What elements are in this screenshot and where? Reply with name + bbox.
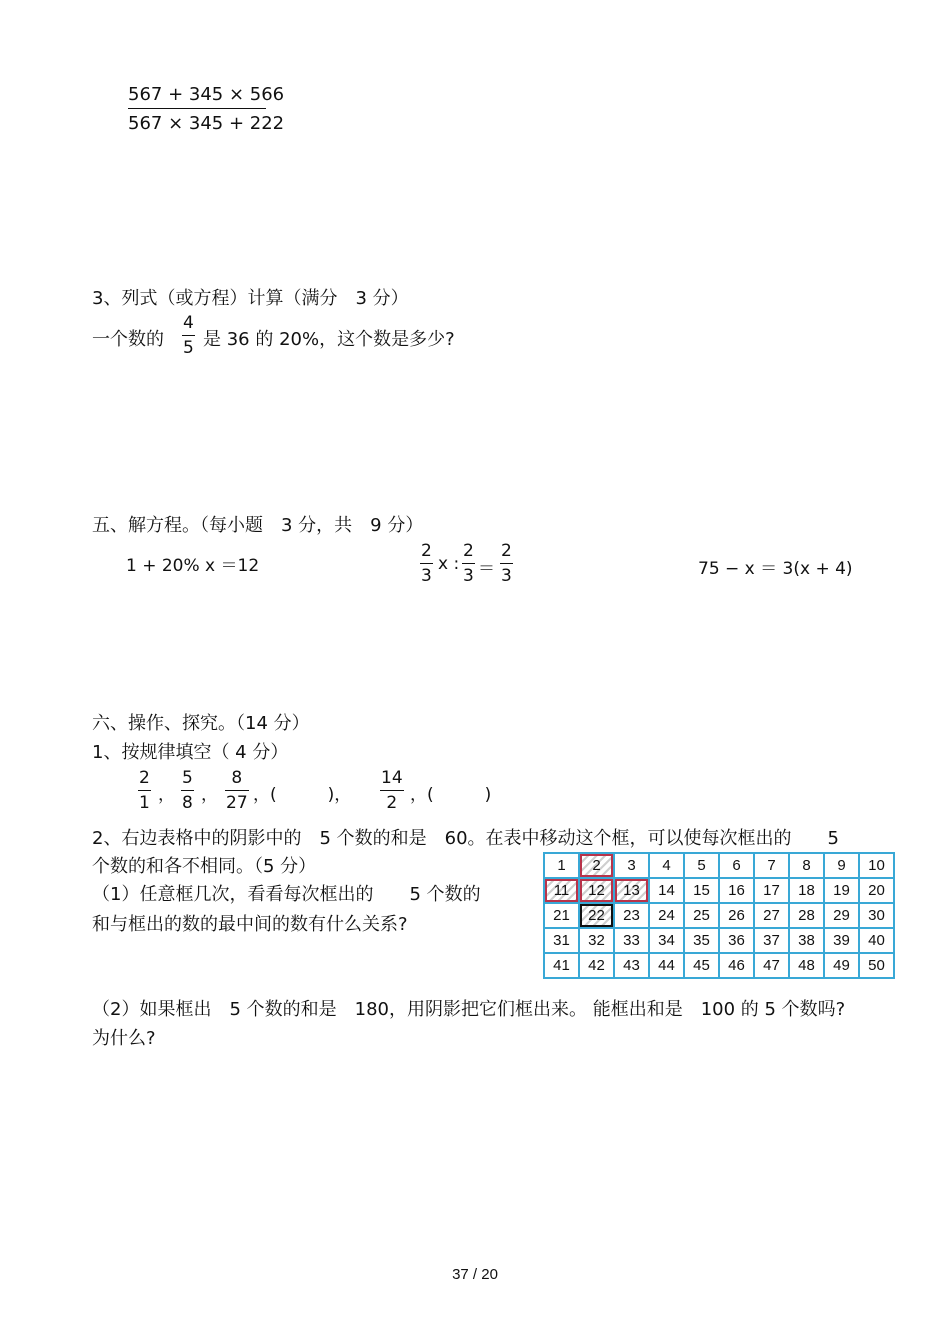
grid-cell-12: 12 — [579, 878, 614, 903]
section-6-title: 六、操作、探究。（14 分） — [92, 713, 310, 734]
number-grid — [543, 852, 895, 979]
grid-cell-9: 9 — [824, 853, 859, 878]
grid-cell-46: 46 — [719, 953, 754, 978]
fraction-denominator: 2 — [386, 793, 398, 813]
fraction-bar — [138, 790, 151, 791]
grid-cell-29: 29 — [824, 903, 859, 928]
fraction-bar — [128, 108, 266, 109]
grid-cell-24: 24 — [649, 903, 684, 928]
sequence-fraction-2 — [181, 768, 194, 813]
grid-cell-45: 45 — [684, 953, 719, 978]
grid-cell-32: 32 — [579, 928, 614, 953]
question-1-title: 1、按规律填空（ 4 分） — [92, 742, 289, 763]
fraction-numerator: 8 — [231, 768, 243, 788]
grid-row — [544, 928, 894, 953]
grid-cell-44: 44 — [649, 953, 684, 978]
question-2-sub-2-line-2: 为什么? — [92, 1028, 156, 1049]
separator-comma: ， — [201, 785, 218, 805]
fraction-denominator: 1 — [139, 793, 150, 813]
grid-row — [544, 953, 894, 978]
grid-cell-36: 36 — [719, 928, 754, 953]
grid-cell-41: 41 — [544, 953, 579, 978]
question-2-line-2: 个数的和各不相同。（5 分） — [92, 856, 317, 877]
eq2-fraction-2 — [462, 541, 475, 586]
blank-1: ，( )， — [253, 785, 352, 805]
blank-2: ，( ) — [410, 785, 492, 805]
fraction-bar — [420, 563, 433, 564]
eq2-middle: x : — [438, 554, 460, 574]
grid-cell-22: 22 — [579, 903, 614, 928]
grid-cell-43: 43 — [614, 953, 649, 978]
fraction-bar — [500, 563, 513, 564]
section-5-title: 五、解方程。（每小题 3 分，共 9 分） — [92, 515, 424, 536]
grid-cell-27: 27 — [754, 903, 789, 928]
grid-cell-28: 28 — [789, 903, 824, 928]
question-2-line-1: 2、右边表格中的阴影中的 5 个数的和是 60。在表中移动这个框，可以使每次框出的 5 — [92, 828, 839, 849]
grid-cell-39: 39 — [824, 928, 859, 953]
grid-cell-17: 17 — [754, 878, 789, 903]
grid-cell-19: 19 — [824, 878, 859, 903]
grid-cell-25: 25 — [684, 903, 719, 928]
eq2-equals: ＝ — [478, 559, 495, 579]
fraction-denominator: 3 — [421, 566, 432, 586]
fraction-numerator: 2 — [501, 541, 512, 561]
grid-cell-3: 3 — [614, 853, 649, 878]
question-2-sub-2-line-1: （2）如果框出 5 个数的和是 180，用阴影把它们框出来。 能框出和是 100 的 5 个数吗? — [92, 999, 846, 1020]
question-2-sub-1-line-2: 和与框出的数的最中间的数有什么关系? — [92, 914, 408, 935]
fraction-denominator: 8 — [182, 793, 193, 813]
equation-1: 1 + 20% x ＝12 — [126, 556, 260, 576]
fraction-numerator: 14 — [381, 768, 403, 788]
grid-cell-4: 4 — [649, 853, 684, 878]
grid-cell-37: 37 — [754, 928, 789, 953]
sequence-fraction-1 — [138, 768, 151, 813]
fraction-numerator: 2 — [463, 541, 474, 561]
grid-row — [544, 878, 894, 903]
grid-cell-38: 38 — [789, 928, 824, 953]
grid-cell-50: 50 — [859, 953, 894, 978]
expression-fraction — [128, 84, 284, 134]
grid-cell-14: 14 — [649, 878, 684, 903]
grid-cell-33: 33 — [614, 928, 649, 953]
fraction-numerator: 2 — [139, 768, 150, 788]
section-3-question: 是 36 的 20%，这个数是多少? — [203, 329, 455, 350]
fraction-bar — [225, 790, 249, 791]
grid-cell-34: 34 — [649, 928, 684, 953]
grid-cell-18: 18 — [789, 878, 824, 903]
grid-cell-5: 5 — [684, 853, 719, 878]
grid-cell-1: 1 — [544, 853, 579, 878]
section-3-fraction — [182, 313, 195, 358]
grid-cell-47: 47 — [754, 953, 789, 978]
sequence-fraction-3 — [225, 768, 249, 813]
grid-cell-15: 15 — [684, 878, 719, 903]
grid-row — [544, 903, 894, 928]
grid-cell-21: 21 — [544, 903, 579, 928]
grid-cell-2: 2 — [579, 853, 614, 878]
fraction-bar — [181, 790, 194, 791]
section-3-title: 3、列式（或方程）计算（满分 3 分） — [92, 288, 409, 309]
eq2-fraction-1 — [420, 541, 433, 586]
fraction-bar — [380, 790, 404, 791]
grid-cell-10: 10 — [859, 853, 894, 878]
expression-denominator: 567 × 345 + 222 — [128, 113, 285, 134]
fraction-numerator: 2 — [421, 541, 432, 561]
fraction-numerator: 5 — [182, 768, 193, 788]
fraction-bar — [182, 335, 195, 336]
grid-cell-11: 11 — [544, 878, 579, 903]
grid-row — [544, 853, 894, 878]
fraction-bar — [462, 563, 475, 564]
grid-cell-40: 40 — [859, 928, 894, 953]
fraction-numerator: 4 — [183, 313, 194, 333]
fraction-denominator: 5 — [183, 338, 194, 358]
grid-cell-26: 26 — [719, 903, 754, 928]
grid-cell-20: 20 — [859, 878, 894, 903]
expression-numerator: 567 + 345 × 566 — [128, 84, 285, 105]
page-number: 37 / 20 — [452, 1266, 498, 1283]
fraction-denominator: 3 — [463, 566, 474, 586]
grid-cell-49: 49 — [824, 953, 859, 978]
fraction-denominator: 27 — [226, 793, 248, 813]
grid-cell-31: 31 — [544, 928, 579, 953]
grid-cell-13: 13 — [614, 878, 649, 903]
separator-comma: ， — [158, 785, 175, 805]
eq2-fraction-3 — [500, 541, 513, 586]
grid-cell-7: 7 — [754, 853, 789, 878]
grid-cell-42: 42 — [579, 953, 614, 978]
grid-cell-35: 35 — [684, 928, 719, 953]
equation-3: 75 − x ＝ 3(x + 4) — [698, 559, 853, 579]
sequence-fraction-4 — [380, 768, 404, 813]
grid-cell-23: 23 — [614, 903, 649, 928]
section-3-pre: 一个数的 — [92, 329, 164, 350]
grid-cell-6: 6 — [719, 853, 754, 878]
grid-cell-16: 16 — [719, 878, 754, 903]
grid-cell-48: 48 — [789, 953, 824, 978]
fraction-denominator: 3 — [501, 566, 512, 586]
grid-cell-8: 8 — [789, 853, 824, 878]
question-2-sub-1-line-1: （1）任意框几次，看看每次框出的 5 个数的 — [92, 884, 481, 905]
grid-cell-30: 30 — [859, 903, 894, 928]
